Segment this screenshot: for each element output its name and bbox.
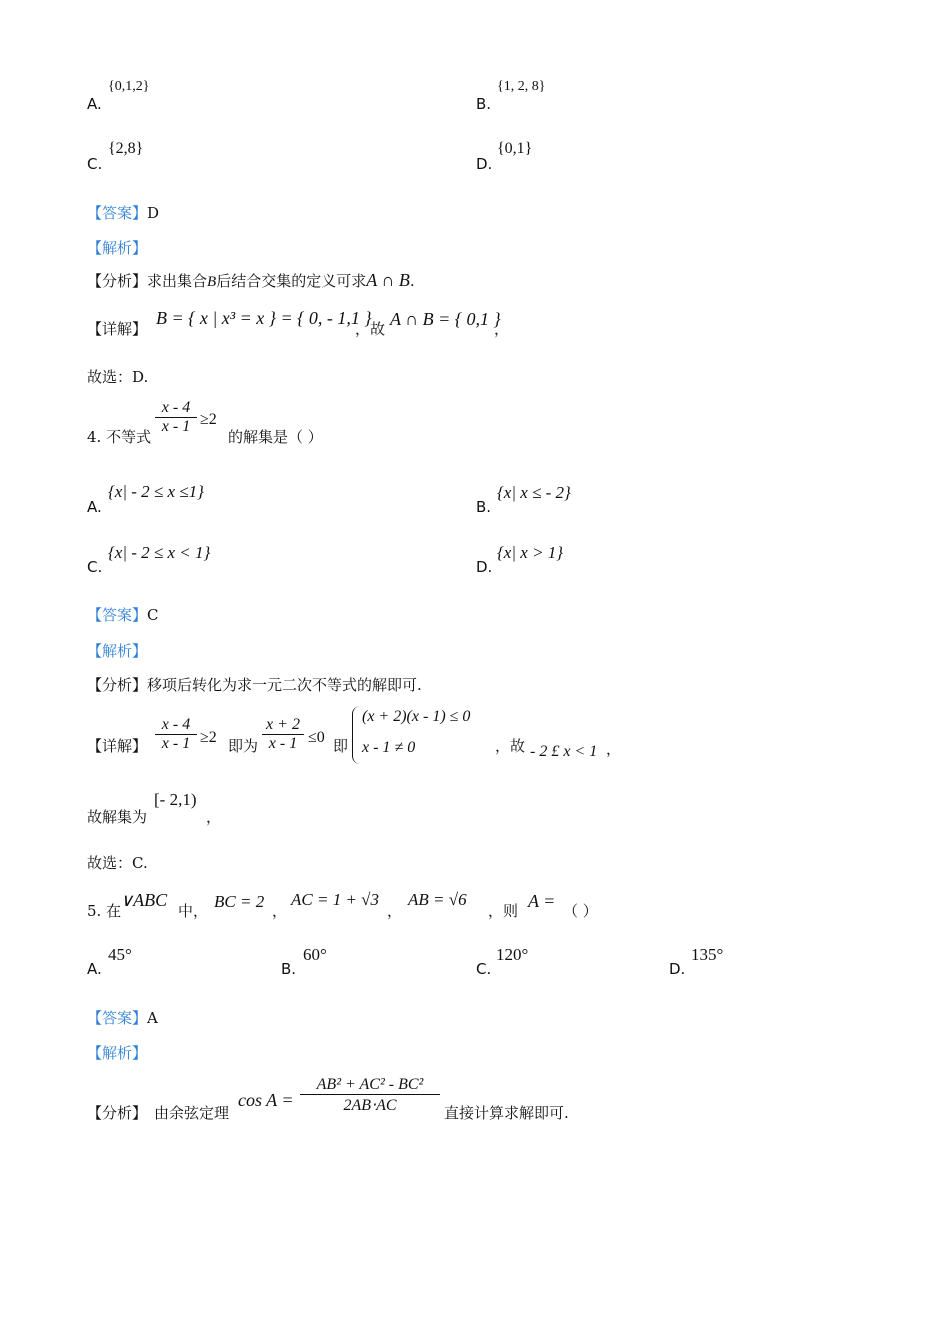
fenxi-text: 求出集合	[147, 272, 208, 290]
fenxi-tag: 【分析】	[87, 676, 148, 694]
q3-analysis-tag: 【解析】	[87, 239, 148, 257]
q4-detail-gu: ，故	[495, 737, 526, 755]
fraction-denominator: x - 1	[268, 735, 298, 752]
q3-xiangjie-mid: ，故	[355, 320, 386, 338]
q3-xiangjie	[87, 318, 147, 339]
q5-ab: AB = √6	[408, 890, 467, 909]
fraction-denominator: x - 1	[161, 735, 191, 752]
fraction-numerator: x + 2	[266, 716, 300, 733]
q4-detail-ji: 即	[333, 737, 349, 755]
q3-option-d-value: {0,1}	[497, 140, 533, 157]
q4-option-b-value: {x| x ≤ - 2}	[497, 483, 571, 502]
q4-detail-le: ≤0	[308, 729, 325, 746]
q4-detail-ge: ≥2	[200, 729, 217, 746]
answer-tag: 【答案】	[87, 204, 148, 222]
q5-analysis-tag: 【解析】	[87, 1044, 148, 1062]
q3-option-a-label: A.	[87, 95, 102, 113]
q4-detail-fraction-2	[262, 716, 304, 753]
q4-detail-end: ，	[606, 740, 622, 758]
q3-fenxi	[87, 270, 415, 291]
q4-option-c-label: C.	[87, 558, 103, 576]
q4-solset-value: [- 2,1)	[154, 790, 197, 809]
fenxi-end: .	[409, 272, 415, 290]
q5-fenxi-tag: 【分析】	[87, 1104, 148, 1122]
q3-xiangjie-expr1: B = { x | x³ = x } = { 0, - 1,1 }	[156, 308, 372, 328]
q3-option-c-label: C.	[87, 155, 103, 173]
q4-system-line-2: x - 1 ≠ 0	[362, 739, 416, 756]
answer-value: D	[147, 204, 160, 222]
q4-fenxi	[87, 674, 422, 695]
q5-option-b-value: 60°	[303, 945, 327, 964]
answer-value: A	[147, 1009, 158, 1027]
q5-stem-prefix: 5. 在	[87, 902, 122, 920]
q4-stem-suffix: 的解集是（ ）	[228, 428, 323, 446]
q5-option-a-label: A.	[87, 960, 102, 978]
q5-sep1: ，	[272, 902, 288, 920]
q4-detail-fraction-1	[155, 716, 197, 753]
q5-a-eq: A =	[528, 891, 556, 911]
q5-option-d-label: D.	[669, 960, 686, 978]
q4-stem-fraction	[155, 399, 197, 436]
q4-detail-result: - 2 £ x < 1	[530, 743, 598, 760]
q5-sep2: ，	[387, 902, 403, 920]
q5-cos-fraction	[300, 1076, 440, 1115]
q5-ac: AC = 1 + √3	[291, 890, 379, 909]
q5-option-d-value: 135°	[691, 945, 724, 964]
q4-choose: 故选：C.	[87, 854, 148, 872]
q3-option-c-value: {2,8}	[108, 140, 144, 157]
q5-option-b-label: B.	[281, 960, 297, 978]
fenxi-text: 移项后转化为求一元二次不等式的解即可.	[147, 676, 422, 694]
q4-option-c-value: {x| - 2 ≤ x < 1}	[108, 543, 211, 562]
q4-option-a-label: A.	[87, 498, 102, 516]
q5-stem-end: （ ）	[563, 902, 598, 920]
q4-xiangjie-tag: 【详解】	[87, 737, 148, 755]
fraction-denominator: x - 1	[161, 418, 191, 435]
q3-choose: 故选：D.	[87, 368, 149, 386]
q4-detail-jiwei: 即为	[228, 737, 259, 755]
fraction-numerator: AB² + AC² - BC²	[316, 1076, 424, 1093]
q3-xiangjie-expr2: A ∩ B = { 0,1 }	[390, 309, 501, 329]
fraction-numerator: x - 4	[161, 716, 191, 733]
fraction-numerator: x - 4	[161, 399, 191, 416]
q5-answer	[87, 1007, 158, 1028]
fenxi-expr: A ∩ B	[366, 270, 410, 290]
fenxi-set-b: B	[207, 274, 217, 290]
q4-solset-end: ，	[206, 808, 222, 826]
answer-value: C	[147, 606, 159, 624]
fraction-denominator: 2AB⋅AC	[343, 1097, 397, 1114]
q3-option-b-value: {1, 2, 8}	[497, 79, 546, 94]
q3-option-b-label: B.	[476, 95, 492, 113]
q4-solset-text: 故解集为	[87, 808, 148, 826]
xiangjie-tag: 【详解】	[87, 320, 148, 338]
q4-analysis-tag: 【解析】	[87, 642, 148, 660]
q5-option-c-value: 120°	[496, 945, 529, 964]
q4-option-d-label: D.	[476, 558, 493, 576]
q4-stem-prefix: 4. 不等式	[87, 428, 152, 446]
answer-tag: 【答案】	[87, 606, 148, 624]
answer-tag: 【答案】	[87, 1009, 148, 1027]
q5-bc: BC = 2	[214, 892, 265, 911]
q4-option-b-label: B.	[476, 498, 492, 516]
q5-option-c-label: C.	[476, 960, 492, 978]
q5-cos-lhs: cos A =	[238, 1090, 294, 1110]
q5-option-a-value: 45°	[108, 945, 132, 964]
q4-option-d-value: {x| x > 1}	[497, 543, 564, 562]
q5-fenxi-end: 直接计算求解即可.	[444, 1104, 569, 1122]
fenxi-tag: 【分析】	[87, 272, 148, 290]
q4-system-brace	[352, 706, 361, 764]
q4-system-line-1: (x + 2)(x - 1) ≤ 0	[362, 708, 471, 725]
q3-option-d-label: D.	[476, 155, 493, 173]
q3-xiangjie-end: ，	[494, 320, 510, 338]
q4-stem-ge: ≥2	[200, 411, 217, 428]
q5-zhong: 中，	[178, 902, 209, 920]
q5-triangle: ∨ABC	[120, 890, 168, 910]
q4-option-a-value: {x| - 2 ≤ x ≤1}	[108, 482, 204, 501]
fenxi-text2: 后结合交集的定义可求	[216, 272, 367, 290]
q5-fenxi-text: 由余弦定理	[154, 1104, 230, 1122]
q4-answer	[87, 604, 159, 625]
q5-ze: ，则	[488, 902, 519, 920]
q3-answer	[87, 202, 159, 223]
q3-option-a-value: {0,1,2}	[108, 79, 150, 94]
